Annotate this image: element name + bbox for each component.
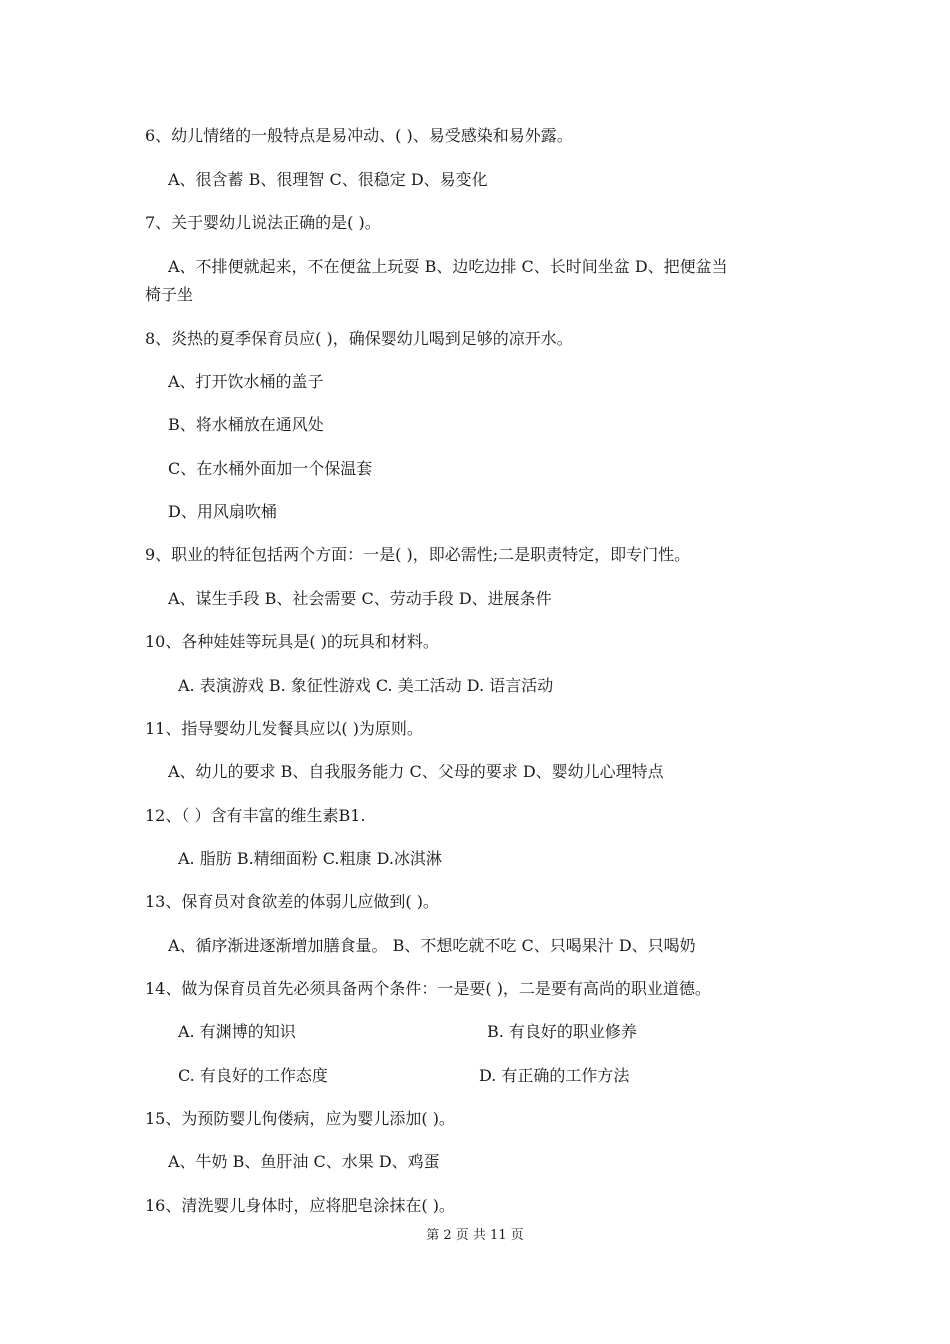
question-8: 8、炎热的夏季保育员应( )，确保婴幼儿喝到足够的凉开水。: [145, 329, 573, 348]
question-8-option-d: D、用风扇吹桶: [168, 502, 277, 521]
question-11: 11、指导婴幼儿发餐具应以( )为原则。: [145, 719, 423, 738]
question-14-option-d: D. 有正确的工作方法: [479, 1066, 630, 1085]
question-15: 15、为预防婴儿佝偻病，应为婴儿添加( )。: [145, 1109, 455, 1128]
question-11-options: A、幼儿的要求 B、自我服务能力 C、父母的要求 D、婴幼儿心理特点: [168, 762, 664, 781]
question-8-option-c: C、在水桶外面加一个保温套: [168, 459, 373, 478]
question-9: 9、职业的特征包括两个方面：一是( )，即必需性;二是职责特定，即专门性。: [145, 545, 691, 564]
question-6: 6、幼儿情绪的一般特点是易冲动、( )、易受感染和易外露。: [145, 126, 573, 145]
question-13: 13、保育员对食欲差的体弱儿应做到( )。: [145, 892, 439, 911]
page-number-footer: 第 2 页 共 11 页: [426, 1228, 524, 1243]
question-13-options: A、循序渐进逐渐增加膳食量。 B、不想吃就不吃 C、只喝果汁 D、只喝奶: [168, 936, 696, 955]
question-7-options: A、不排便就起来，不在便盆上玩耍 B、边吃边排 C、长时间坐盆 D、把便盆当: [168, 257, 728, 276]
question-7: 7、关于婴幼儿说法正确的是( )。: [145, 213, 381, 232]
question-10: 10、各种娃娃等玩具是( )的玩具和材料。: [145, 632, 439, 651]
question-14: 14、做为保育员首先必须具备两个条件：一是要( )，二是要有高尚的职业道德。: [145, 979, 711, 998]
question-8-option-a: A、打开饮水桶的盖子: [168, 372, 324, 391]
question-12-options: A. 脂肪 B.精细面粉 C.粗康 D.冰淇淋: [178, 849, 442, 868]
question-14-option-a: A. 有渊博的知识: [178, 1022, 296, 1041]
question-14-option-b: B. 有良好的职业修养: [487, 1022, 637, 1041]
question-16: 16、清洗婴儿身体时，应将肥皂涂抹在( )。: [145, 1196, 455, 1215]
question-14-option-c: C. 有良好的工作态度: [178, 1066, 328, 1085]
question-9-options: A、谋生手段 B、社会需要 C、劳动手段 D、进展条件: [168, 589, 552, 608]
question-15-options: A、牛奶 B、鱼肝油 C、水果 D、鸡蛋: [168, 1152, 440, 1171]
question-10-options: A. 表演游戏 B. 象征性游戏 C. 美工活动 D. 语言活动: [178, 676, 554, 695]
question-6-options: A、很含蓄 B、很理智 C、很稳定 D、易变化: [168, 170, 488, 189]
question-8-option-b: B、将水桶放在通风处: [168, 415, 324, 434]
question-7-options-continued: 椅子坐: [145, 285, 194, 304]
question-12: 12、（ ）含有丰富的维生素B1.: [145, 806, 366, 825]
